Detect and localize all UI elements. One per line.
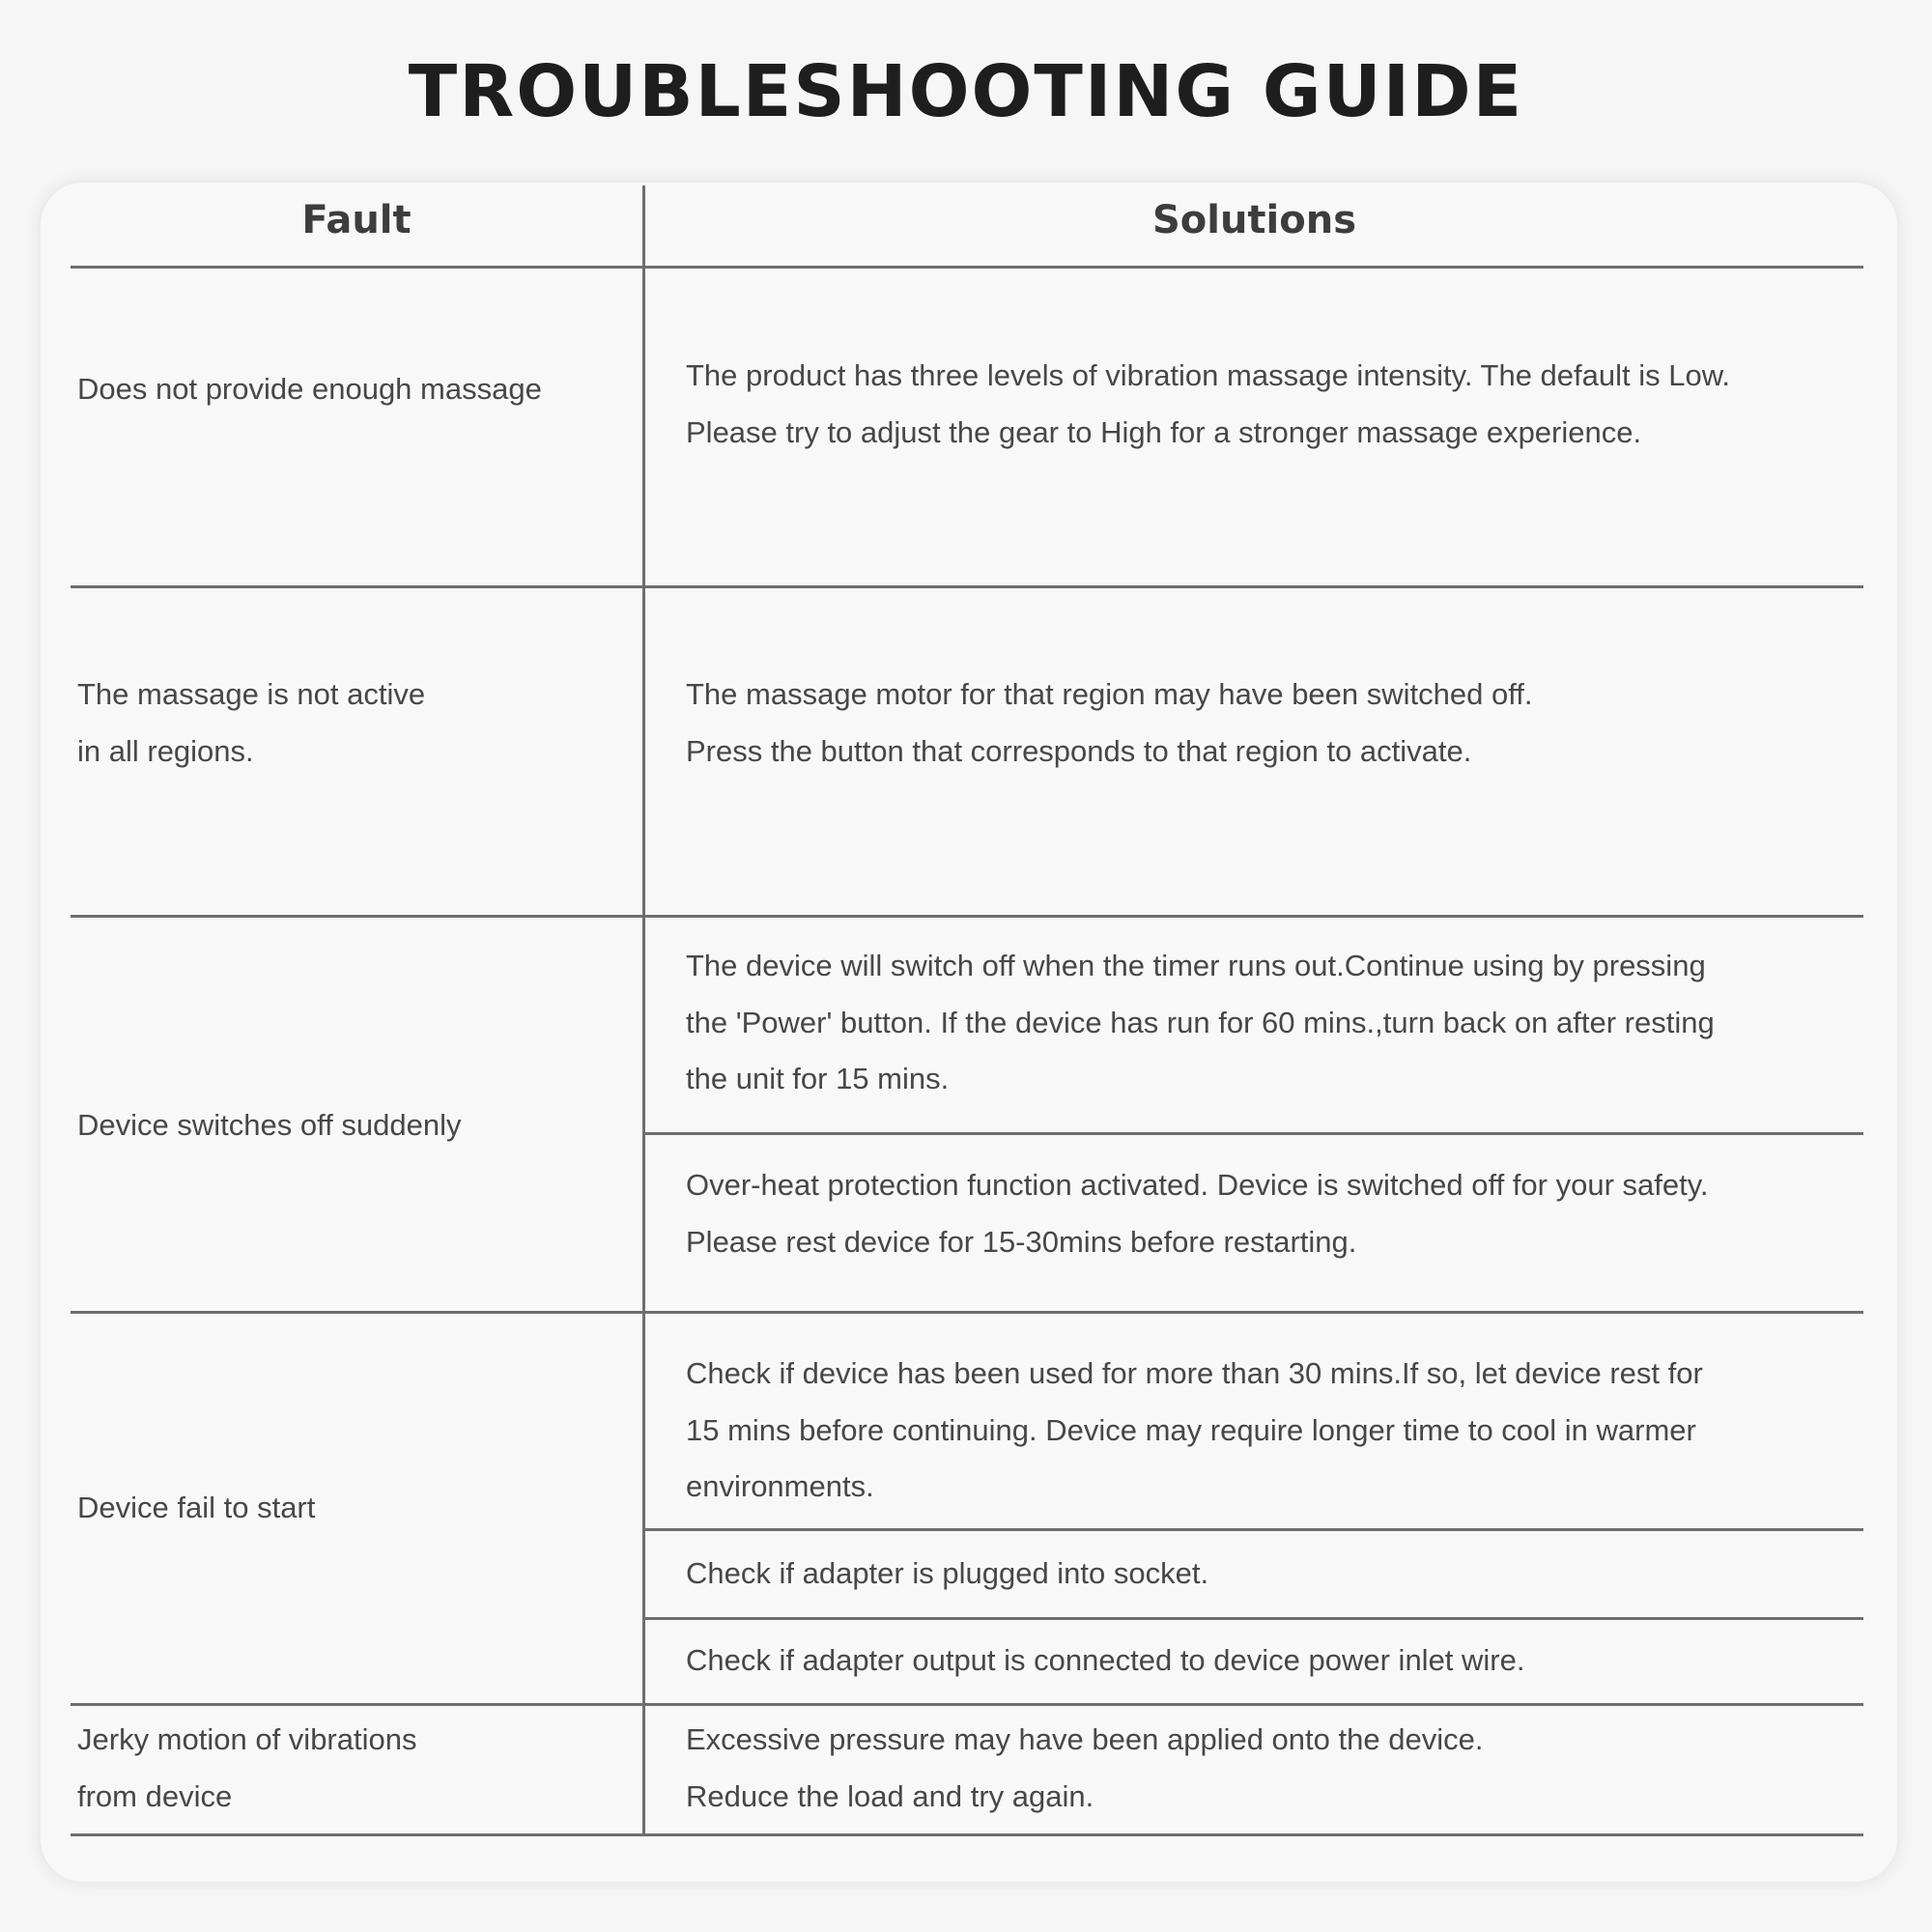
- solution-cell: Over-heat protection function activated. Device is switched off for your safety. Please rest device for 15-30mins before restarting.: [686, 1168, 1709, 1259]
- fault-cell: Device switches off suddenly: [77, 1108, 462, 1142]
- fault-cell: The massage is not active in all regions.: [77, 677, 426, 768]
- table-bottom-border: [71, 1833, 1863, 1836]
- solution-cell: Check if adapter is plugged into socket.: [686, 1556, 1209, 1590]
- solution-cell: The product has three levels of vibration massage intensity. The default is Low. Please try to adjust the gear to High for a stronger massage experience.: [686, 358, 1731, 449]
- subrow-divider: [643, 1528, 1863, 1531]
- fault-cell: Device fail to start: [77, 1491, 316, 1524]
- row-divider: [71, 915, 1863, 918]
- solutions-column-header: Solutions: [1151, 198, 1357, 242]
- subrow-divider: [643, 1617, 1863, 1620]
- row-divider: [71, 585, 1863, 588]
- row-divider: [71, 1311, 1863, 1314]
- row-divider: [71, 1703, 1863, 1706]
- solution-cell: Check if adapter output is connected to device power inlet wire.: [686, 1643, 1525, 1677]
- solution-cell: The device will switch off when the timer runs out.Continue using by pressing the 'Power' button. If the device has run for 60 mins.,turn back on after resting the unit for 15 mins.: [686, 949, 1715, 1096]
- page-title: TROUBLESHOOTING GUIDE: [408, 50, 1524, 133]
- column-divider: [642, 185, 645, 1835]
- fault-column-header: Fault: [301, 198, 412, 242]
- subrow-divider: [643, 1132, 1863, 1135]
- solution-cell: Excessive pressure may have been applied onto the device. Reduce the load and try again.: [686, 1722, 1484, 1813]
- solution-cell: Check if device has been used for more than 30 mins.If so, let device rest for 15 mins before continuing. Device may require longer time to cool in warmer environments.: [686, 1356, 1703, 1504]
- fault-cell: Does not provide enough massage: [77, 372, 542, 406]
- header-divider: [71, 266, 1863, 269]
- fault-cell: Jerky motion of vibrations from device: [77, 1722, 417, 1813]
- solution-cell: The massage motor for that region may have been switched off. Press the button that corresponds to that region to activate.: [686, 677, 1533, 768]
